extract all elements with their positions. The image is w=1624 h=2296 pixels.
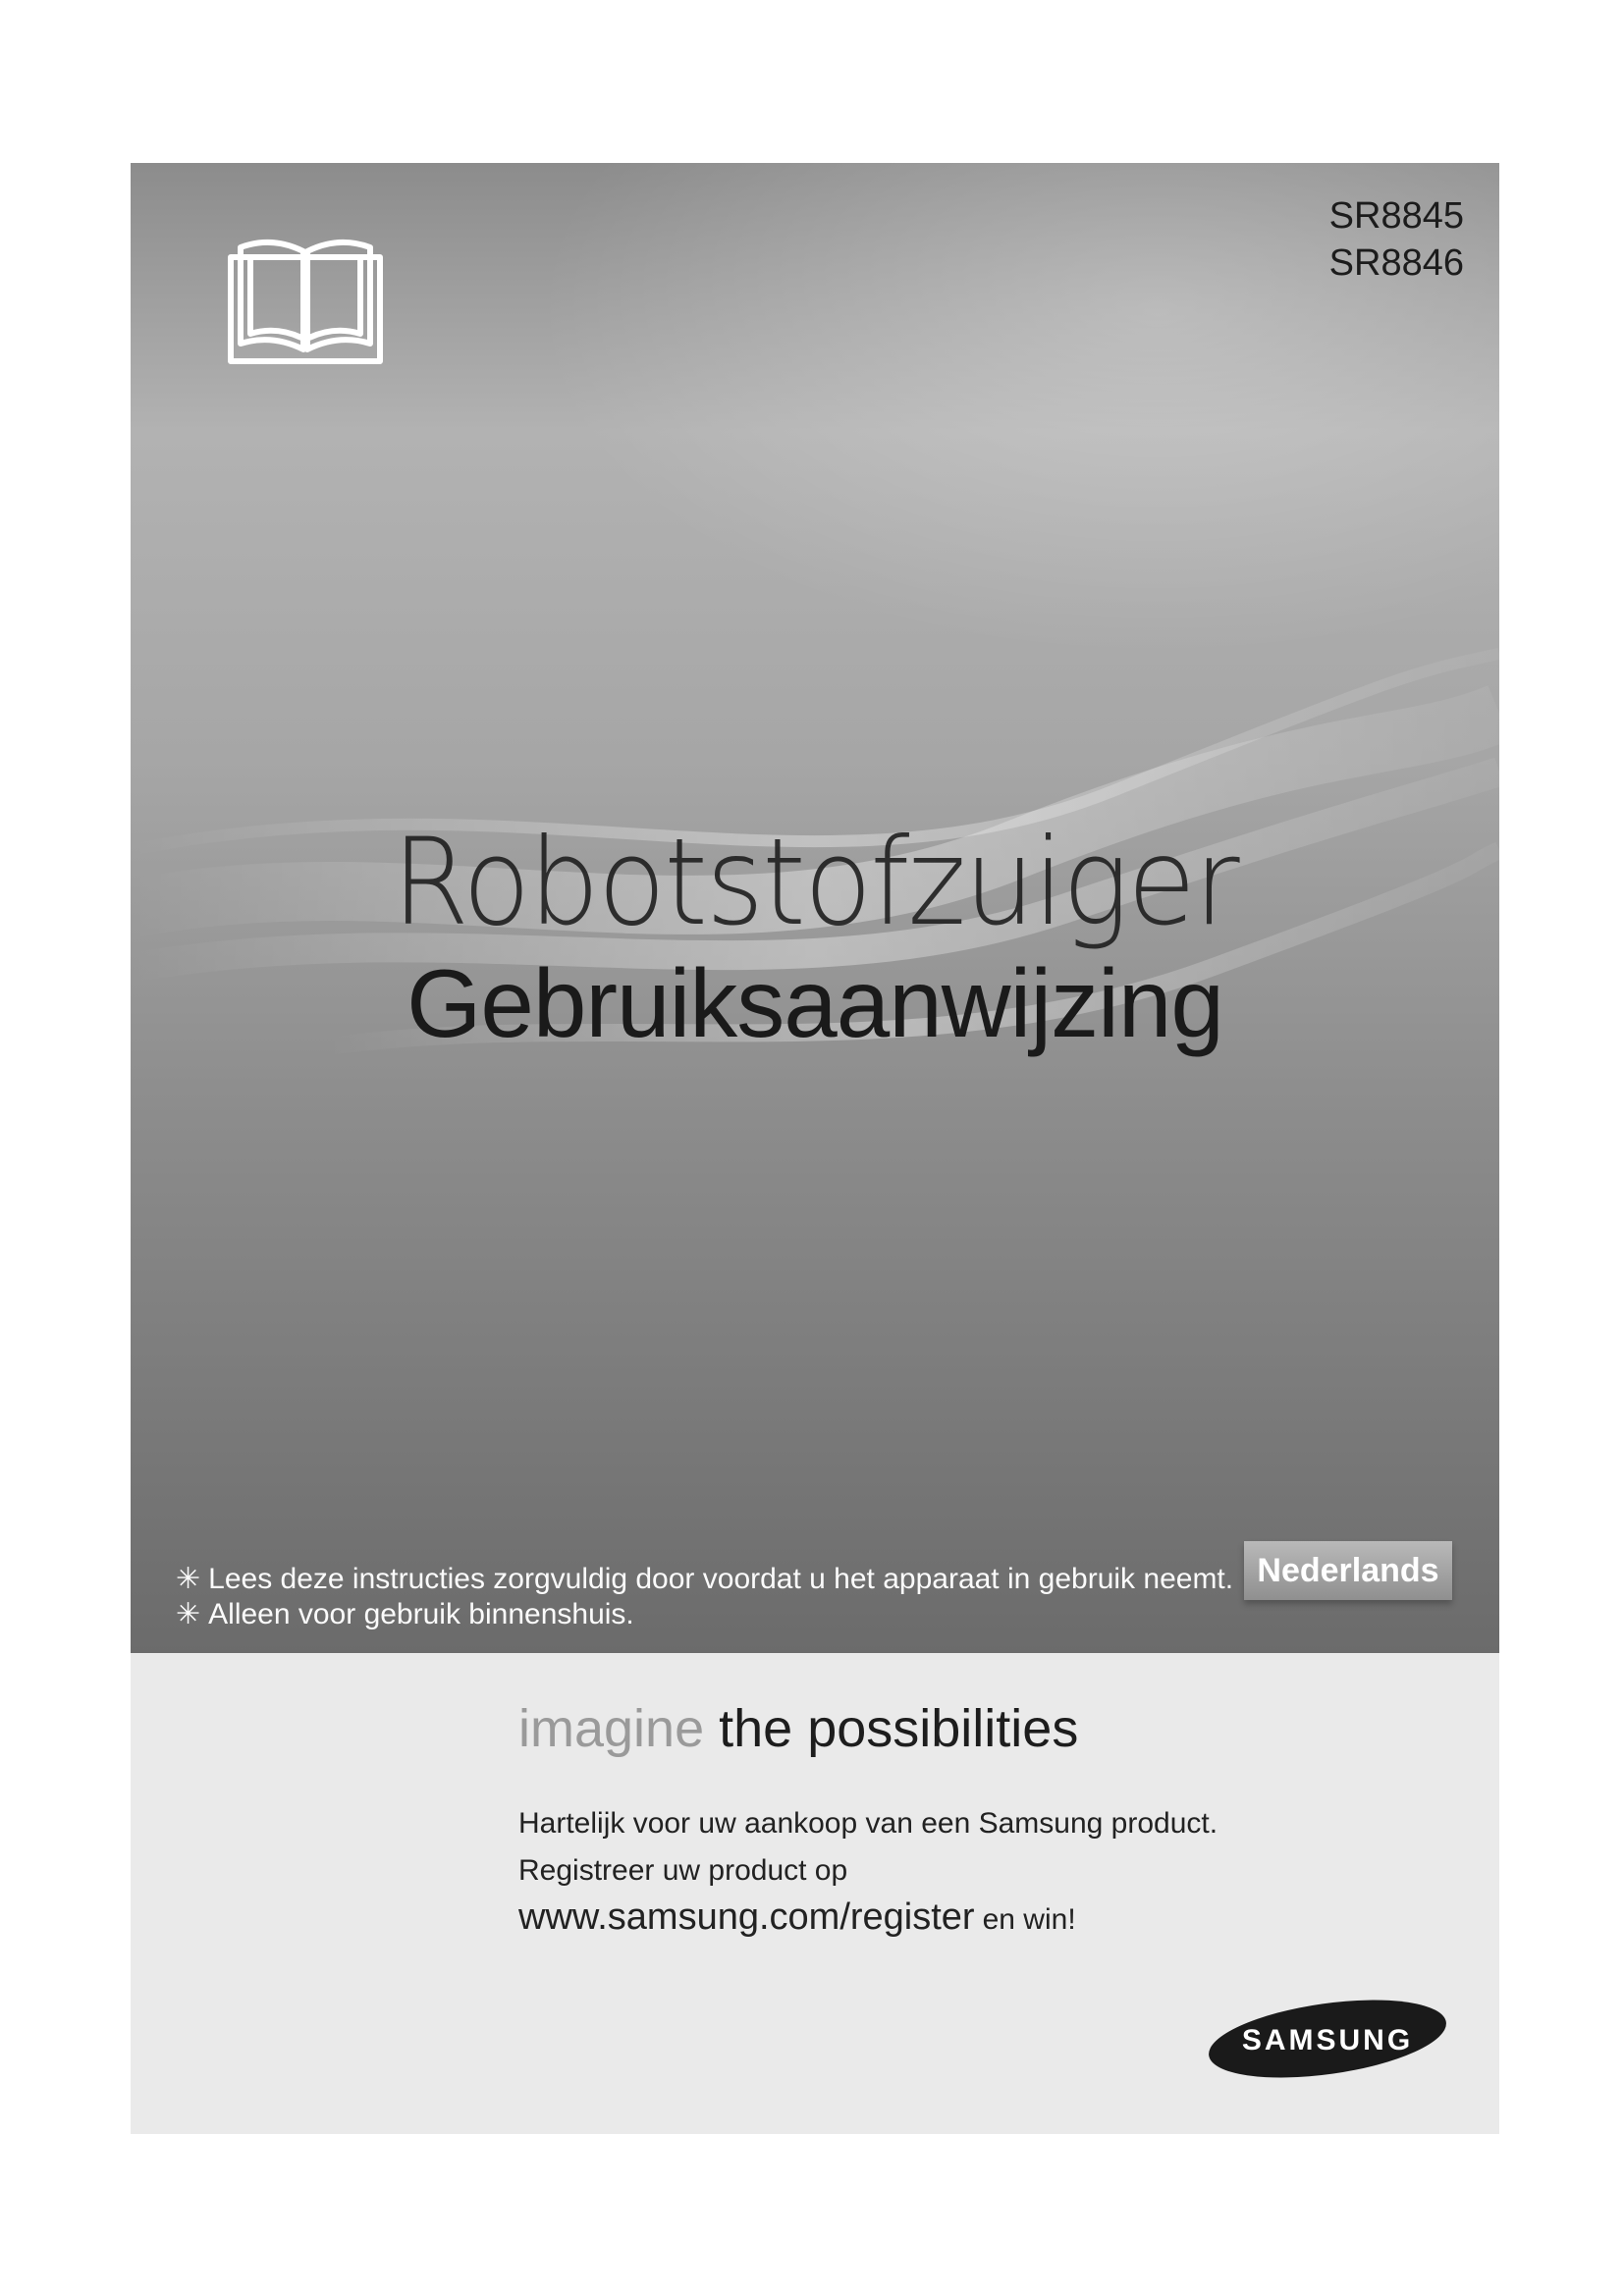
thanks-text — [518, 1800, 1218, 1895]
open-book-icon — [227, 236, 384, 365]
register-url-line — [518, 1896, 1076, 1939]
product-title: Robotstofzuiger — [392, 813, 1238, 952]
note-item — [176, 1597, 1233, 1632]
footer-panel — [131, 1653, 1499, 2134]
language-tab: Nederlands — [1244, 1541, 1452, 1600]
thanks-line: Hartelijk voor uw aankoop van een Samsung product. — [518, 1807, 1218, 1840]
tagline — [518, 1698, 1078, 1759]
model-number: SR8845 — [1328, 195, 1464, 237]
register-line: Registreer uw product op — [518, 1854, 848, 1887]
note-text: Alleen voor gebruik binnenshuis. — [208, 1598, 634, 1630]
manual-title: Gebruiksaanwijzing — [406, 949, 1223, 1057]
register-url: www.samsung.com/register — [518, 1896, 975, 1938]
model-numbers — [1329, 192, 1464, 287]
cover-panel — [131, 163, 1499, 1653]
note-text: Lees deze instructies zorgvuldig door voordat u het apparaat in gebruik neemt. — [208, 1563, 1234, 1595]
svg-text:SAMSUNG: SAMSUNG — [1241, 2024, 1414, 2056]
note-item — [176, 1562, 1233, 1597]
url-suffix: en win! — [982, 1903, 1076, 1936]
samsung-logo — [1205, 1997, 1450, 2081]
tagline-imagine: imagine — [518, 1699, 705, 1758]
model-number: SR8846 — [1328, 242, 1464, 284]
tagline-possibilities: the possibilities — [719, 1699, 1079, 1758]
notes — [176, 1562, 1233, 1632]
asterisk-icon: ✳ — [176, 1563, 201, 1595]
asterisk-icon: ✳ — [176, 1598, 201, 1630]
